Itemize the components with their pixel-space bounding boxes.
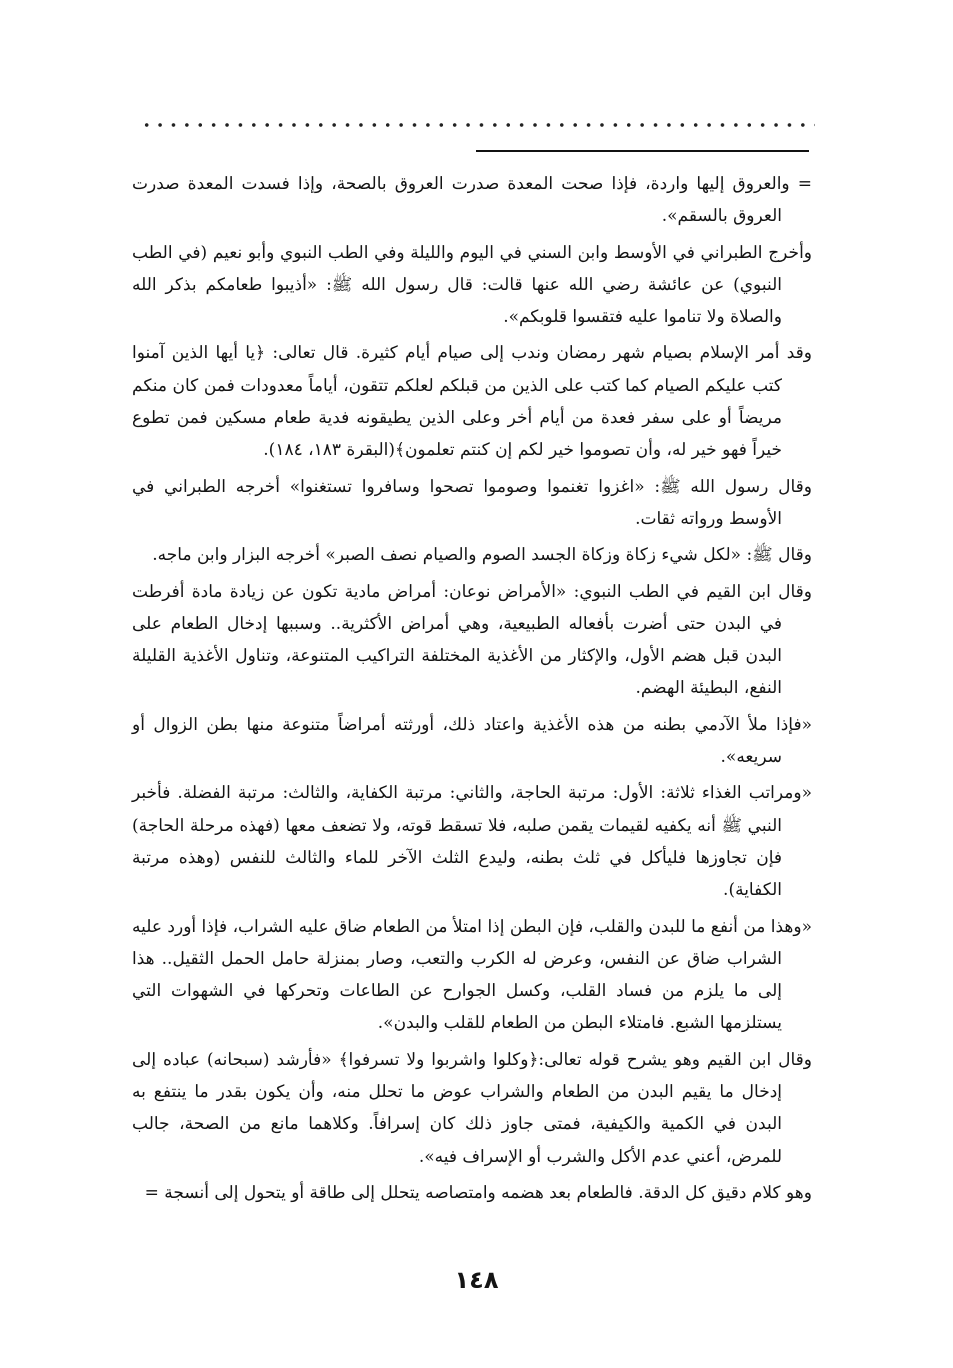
page-number: ١٤٨ [454, 1266, 499, 1294]
paragraph: «وهذا من أنفع ما للبدن والقلب، فإن البطن إذا امتلأ من الطعام ضاق عليه الشراب، فإذا أورد عليه الشراب ضاق عن النفس، وعرض له الكرب والتعب، وصار بمنزلة حامل الحمل الثقيل.. هذا إلى ما يلزم من فساد القلب، وكسل الجوارح عن الطاعات وتحركها في الشهوات التي يستلزمها الشبع. فامتلاء البطن من الطعام للقلب والبدن». [132, 916, 812, 1034]
dotted-separator [140, 118, 815, 132]
paragraph: وهو كلام دقيق كل الدقة. فالطعام بعد هضمه وامتصاصه يتحلل إلى طاقة أو يتحول إلى أنسجة = [144, 1182, 812, 1203]
paragraph: وأخرج الطبراني في الأوسط وابن السني في اليوم والليلة وفي الطب النبوي وأبو نعيم (في الطب النبوي) عن عائشة رضي الله عنها قالت: قال رسول الله ﷺ: «أذيبوا طعامكم بذكر الله والصلاة ولا تناموا عليه فتقسوا قلوبكم». [132, 242, 812, 328]
paragraph: وقال ابن القيم في الطب النبوي: «الأمراض نوعان: أمراض مادية تكون عن زيادة مادة أفرطت في البدن حتى أضرت بأفعاله الطبيعية، وهي أمراض الأكثرية.. وسببها إدخال الطعام على البدن قبل هضم الأول، والإكثار من الأغذية المختلفة التراكيب المتنوعة، وتناول الأغذية القليلة النفع، البطيئة الهضم. [132, 581, 812, 699]
paragraph: وقال رسول الله ﷺ: «اغزوا تغنموا وصوموا تصحوا وسافروا تستغنوا» أخرجه الطبراني في الأوسط ورواته ثقات. [132, 476, 812, 529]
paragraph: وقال ابن القيم وهو يشرح قوله تعالى:﴿وكلوا واشربوا ولا تسرفوا﴾ «فأرشد (سبحانه) عباده إلى إدخال ما يقيم البدن من الطعام والشراب عوض ما تحلل منه، وأن يكون بقدر ما ينتفع به البدن في الكمية والكيفية، فمتى جاوز ذلك كان إسرافاً. وكلاهما مانع من الصحة، جالب للمرض، أعني عدم الأكل والشرب أو الإسراف فيه». [132, 1049, 812, 1167]
footnote-rule [476, 150, 809, 152]
paragraph: وقد أمر الإسلام بصيام شهر رمضان وندب إلى صيام أيام كثيرة. قال تعالى: ﴿يا أيها الذين آمنوا كتب عليكم الصيام كما كتب على الذين من قبلكم لعلكم تتقون، أياماً معدودات فمن كان منكم مريضاً أو على سفر فعدة من أيام أخر وعلى الذين يطيقونه فدية طعام مسكين فمن تطوع خيراً فهو خير له، وأن تصوموا خير لكم إن كنتم تعلمون﴾(البقرة ١٨٣، ١٨٤). [132, 343, 812, 461]
page-body [132, 168, 812, 1213]
paragraph: وقال ﷺ: «لكل شيء زكاة وزكاة الجسد الصوم والصيام نصف الصبر» أخرجه البزار وابن ماجه. [152, 545, 812, 566]
paragraph: «فإذا ملأ الآدمي بطنه من هذه الأغذية واعتاد ذلك، أورثته أمراضاً متنوعة منها بطن الزوال أو سريعه». [132, 714, 812, 768]
paragraph: «ومراتب الغذاء ثلاثة: الأول: مرتبة الحاجة، والثاني: مرتبة الكفاية، والثالث: مرتبة الفضلة. فأخبر النبي ﷺ أنه يكفيه لقيمات يقمن صلبه، فلا تسقط قوته، ولا تضعف معها (فهذه مرحلة الحاجة) فإن تجاوزها فليأكل في ثلث بطنه، وليدع الثلث الآخر للماء والثالث للنفس (وهذه مرتبة الكفاية). [132, 783, 812, 901]
paragraph: = والعروق إليها واردة، فإذا صحت المعدة صدرت العروق بالصحة، وإذا فسدت المعدة صدرت العروق بالسقم». [132, 174, 812, 227]
